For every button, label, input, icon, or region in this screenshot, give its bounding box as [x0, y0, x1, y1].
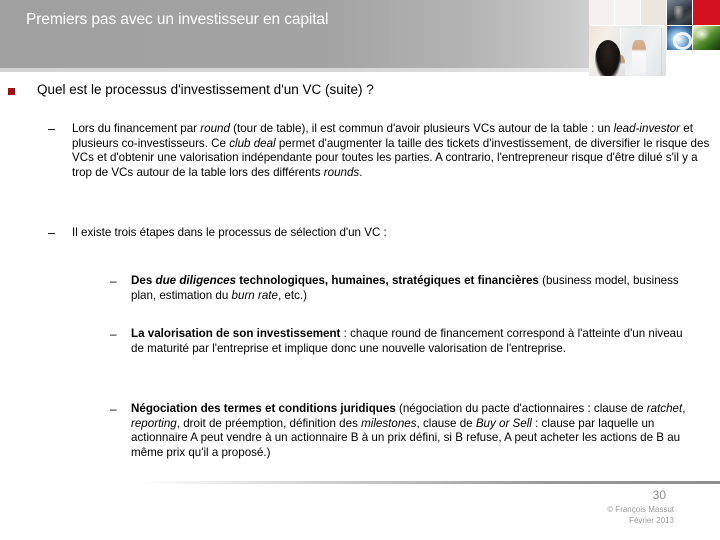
bullet-item-three-steps: [48, 226, 713, 241]
footer-credits: [607, 504, 674, 526]
bullet-text-three-steps: Il existe trois étapes dans le processus de sélection d'un VC :: [72, 226, 387, 239]
bullet-item-valorisation: [110, 327, 698, 356]
bullet-item-round-financing: [48, 122, 713, 180]
footer-divider: [142, 481, 720, 484]
date-line: Février 2013: [629, 516, 674, 525]
slide-body: [0, 74, 720, 474]
bullet-text-valorisation: La valorisation de son investissement : chaque round de financement correspond à l'atteinte d'un niveau de maturité par l'entreprise et implique donc une nouvelle valorisation de l'entreprise.: [131, 327, 683, 355]
cream-tile-2: [615, 0, 640, 25]
header-photo-collage: [589, 0, 720, 76]
red-tile: [693, 0, 720, 25]
page-number: 30: [652, 488, 666, 502]
photo-people: [667, 0, 692, 25]
office-person-foreground: [595, 40, 621, 76]
white-tile-1: [667, 51, 692, 76]
white-tile-2: [693, 51, 720, 76]
cream-tile-1: [589, 0, 614, 25]
cream-tile-3: [641, 0, 666, 25]
page-title: Premiers pas avec un investisseur en capital: [26, 11, 329, 28]
dash-bullet-icon: –: [110, 274, 117, 288]
bullet-text-round-financing: Lors du financement par round (tour de table), il est commun d'avoir plusieurs VCs autour de la table : un lead-investor et plusieurs co-investisseurs. Ce club deal permet d'augmenter la taille des tickets d'investissement, de diversifier le risque des VCs et d'obtenir une valorisation indépendante pour toutes les parties. A contrario, l'entrepreneur risque d'être dilué s'il y a trop de VCs autour de la table lors des différents rounds.: [72, 122, 710, 179]
dash-bullet-icon: –: [110, 402, 117, 416]
office-person-standing: [632, 40, 646, 74]
bullet-item-due-diligences: [110, 274, 698, 303]
copyright-line: © François Massut: [607, 505, 674, 514]
slide-heading-row: [8, 82, 698, 99]
bullet-text-negociation: Négociation des termes et conditions juridiques (négociation du pacte d'actionnaires : clause de ratchet, reporting, droit de préemption, définition des milestones, clause de Buy or Sell : clause par laquelle un actionnaire A peut vendre à un actionnaire B à un prix défini, si B refuse, A peut acheter les actions de B au même prix qu'il a proposé.): [131, 402, 686, 459]
dash-bullet-icon: –: [48, 226, 55, 240]
bullet-text-due-diligences: Des due diligences technologiques, humaines, stratégiques et financières (business model, business plan, estimation du burn rate, etc.): [131, 274, 679, 302]
dash-bullet-icon: –: [110, 327, 117, 341]
photo-green-nature: [693, 26, 720, 50]
header-underline: [0, 68, 590, 72]
dash-bullet-icon: –: [48, 122, 55, 136]
square-bullet-icon: [8, 88, 15, 95]
bullet-item-negociation: [110, 402, 698, 460]
slide-heading-text: Quel est le processus d'investissement d'un VC (suite) ?: [37, 82, 374, 97]
photo-blue-abstract: [667, 26, 692, 50]
photo-office-meeting: [589, 26, 666, 76]
